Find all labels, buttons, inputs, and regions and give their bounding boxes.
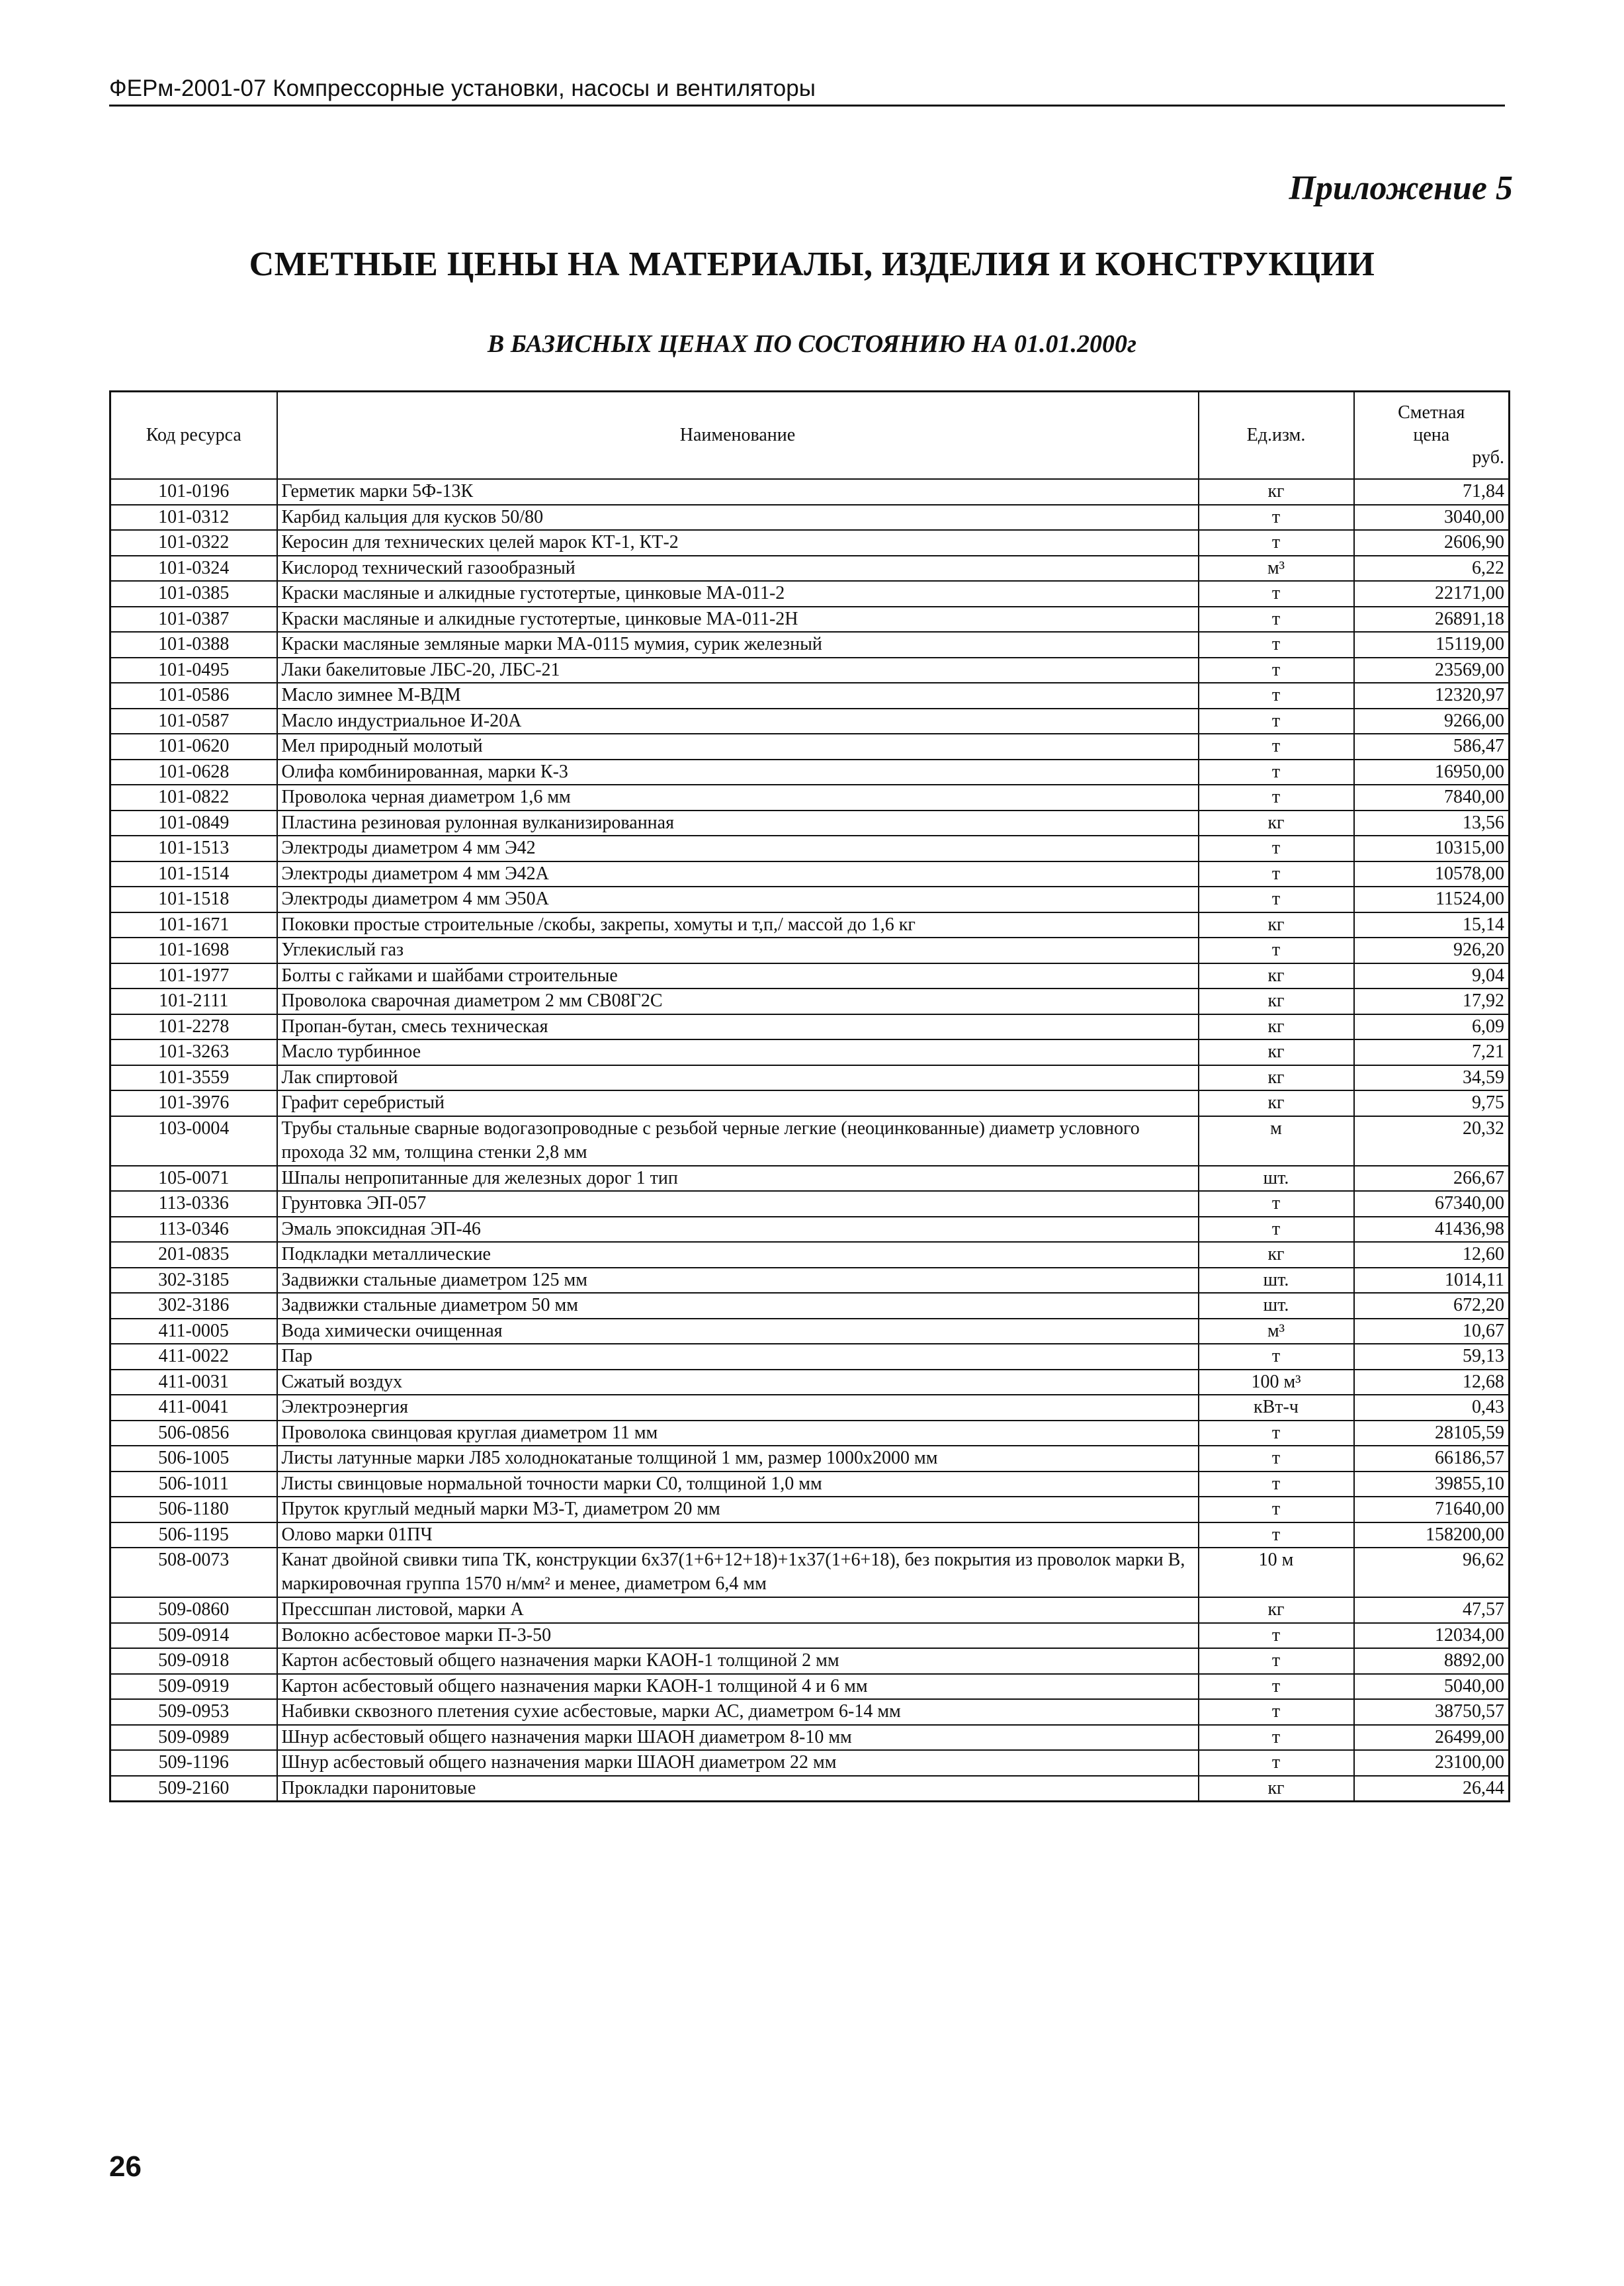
cell-name: Краски масляные и алкидные густотертые, цинковые МА-011-2 — [277, 581, 1199, 607]
table-row — [110, 1014, 1510, 1040]
cell-price: 16950,00 — [1354, 760, 1510, 785]
table-row — [110, 1522, 1510, 1548]
column-header-price-line1: Сметная — [1398, 402, 1465, 423]
cell-price: 10578,00 — [1354, 861, 1510, 887]
cell-code: 101-0324 — [110, 556, 277, 582]
cell-code: 101-3559 — [110, 1065, 277, 1091]
table-row — [110, 658, 1510, 683]
cell-name: Герметик марки 5Ф-13К — [277, 479, 1199, 505]
cell-unit: т — [1199, 1497, 1354, 1522]
table-row — [110, 1548, 1510, 1597]
cell-price: 672,20 — [1354, 1293, 1510, 1319]
table-row — [110, 1446, 1510, 1472]
cell-name: Шнур асбестовый общего назначения марки ШАОН диаметром 8-10 мм — [277, 1725, 1199, 1751]
cell-code: 101-0822 — [110, 785, 277, 811]
cell-code: 506-1195 — [110, 1522, 277, 1548]
cell-unit: кг — [1199, 479, 1354, 505]
cell-code: 101-0586 — [110, 683, 277, 709]
table-row — [110, 505, 1510, 531]
cell-name: Картон асбестовый общего назначения марки КАОН-1 толщиной 4 и 6 мм — [277, 1674, 1199, 1700]
cell-code: 101-1698 — [110, 938, 277, 963]
cell-unit: 10 м — [1199, 1548, 1354, 1597]
table-row — [110, 1090, 1510, 1116]
cell-code: 411-0031 — [110, 1370, 277, 1395]
cell-name: Вода химически очищенная — [277, 1319, 1199, 1344]
cell-code: 506-1180 — [110, 1497, 277, 1522]
cell-name: Картон асбестовый общего назначения марки КАОН-1 толщиной 2 мм — [277, 1648, 1199, 1674]
price-table — [109, 390, 1510, 1802]
cell-name: Канат двойной свивки типа ТК, конструкции 6х37(1+6+12+18)+1х37(1+6+18), без покрытия из проволок марки В, маркировочная группа 1570 н/мм² и менее, диаметром 6,4 мм — [277, 1548, 1199, 1597]
cell-code: 508-0073 — [110, 1548, 277, 1597]
cell-name: Набивки сквозного плетения сухие асбестовые, марки АС, диаметром 6-14 мм — [277, 1699, 1199, 1725]
cell-price: 67340,00 — [1354, 1191, 1510, 1217]
cell-price: 7,21 — [1354, 1039, 1510, 1065]
table-row — [110, 1623, 1510, 1649]
cell-name: Олифа комбинированная, марки К-3 — [277, 760, 1199, 785]
table-row — [110, 1217, 1510, 1243]
table-row — [110, 1750, 1510, 1776]
cell-name: Пар — [277, 1344, 1199, 1370]
cell-code: 105-0071 — [110, 1166, 277, 1192]
cell-name: Эмаль эпоксидная ЭП-46 — [277, 1217, 1199, 1243]
cell-code: 509-0914 — [110, 1623, 277, 1649]
cell-unit: т — [1199, 734, 1354, 760]
cell-price: 9,75 — [1354, 1090, 1510, 1116]
cell-price: 17,92 — [1354, 989, 1510, 1014]
cell-name: Волокно асбестовое марки П-3-50 — [277, 1623, 1199, 1649]
cell-unit: т — [1199, 709, 1354, 734]
cell-name: Краски масляные земляные марки МА-0115 мумия, сурик железный — [277, 632, 1199, 658]
cell-price: 15,14 — [1354, 912, 1510, 938]
cell-code: 509-2160 — [110, 1776, 277, 1802]
table-row — [110, 1242, 1510, 1268]
table-row — [110, 1370, 1510, 1395]
cell-unit: т — [1199, 938, 1354, 963]
cell-code: 302-3185 — [110, 1268, 277, 1294]
cell-name: Лаки бакелитовые ЛБС-20, ЛБС-21 — [277, 658, 1199, 683]
table-row — [110, 861, 1510, 887]
table-row — [110, 963, 1510, 989]
cell-name: Задвижки стальные диаметром 50 мм — [277, 1293, 1199, 1319]
table-row — [110, 1472, 1510, 1497]
cell-code: 101-0587 — [110, 709, 277, 734]
cell-unit: кг — [1199, 1065, 1354, 1091]
running-header: ФЕРм-2001-07 Компрессорные установки, насосы и вентиляторы — [109, 74, 1505, 107]
cell-price: 41436,98 — [1354, 1217, 1510, 1243]
cell-unit: м³ — [1199, 1319, 1354, 1344]
table-row — [110, 785, 1510, 811]
table-row — [110, 912, 1510, 938]
table-row — [110, 1268, 1510, 1294]
cell-price: 8892,00 — [1354, 1648, 1510, 1674]
cell-code: 101-0385 — [110, 581, 277, 607]
cell-unit: кг — [1199, 1090, 1354, 1116]
cell-name: Керосин для технических целей марок КТ-1, КТ-2 — [277, 530, 1199, 556]
cell-code: 101-0849 — [110, 811, 277, 836]
table-row — [110, 938, 1510, 963]
cell-code: 101-2111 — [110, 989, 277, 1014]
cell-name: Листы свинцовые нормальной точности марки С0, толщиной 1,0 мм — [277, 1472, 1199, 1497]
cell-unit: т — [1199, 1191, 1354, 1217]
cell-price: 12034,00 — [1354, 1623, 1510, 1649]
cell-name: Карбид кальция для кусков 50/80 — [277, 505, 1199, 531]
cell-unit: кг — [1199, 989, 1354, 1014]
cell-code: 201-0835 — [110, 1242, 277, 1268]
cell-code: 101-3263 — [110, 1039, 277, 1065]
cell-code: 509-1196 — [110, 1750, 277, 1776]
table-row — [110, 836, 1510, 861]
cell-price: 71640,00 — [1354, 1497, 1510, 1522]
cell-code: 103-0004 — [110, 1116, 277, 1166]
cell-name: Прессшпан листовой, марки А — [277, 1597, 1199, 1623]
table-row — [110, 581, 1510, 607]
cell-price: 23100,00 — [1354, 1750, 1510, 1776]
cell-name: Электроды диаметром 4 мм Э42 — [277, 836, 1199, 861]
cell-name: Шнур асбестовый общего назначения марки ШАОН диаметром 22 мм — [277, 1750, 1199, 1776]
cell-name: Поковки простые строительные /скобы, закрепы, хомуты и т,п,/ массой до 1,6 кг — [277, 912, 1199, 938]
cell-code: 509-0918 — [110, 1648, 277, 1674]
cell-code: 509-0953 — [110, 1699, 277, 1725]
cell-name: Олово марки 01ПЧ — [277, 1522, 1199, 1548]
cell-name: Лак спиртовой — [277, 1065, 1199, 1091]
cell-price: 12,68 — [1354, 1370, 1510, 1395]
cell-unit: т — [1199, 1217, 1354, 1243]
cell-code: 411-0022 — [110, 1344, 277, 1370]
cell-code: 302-3186 — [110, 1293, 277, 1319]
cell-name: Пластина резиновая рулонная вулканизированная — [277, 811, 1199, 836]
column-header-price-line2: цена — [1413, 425, 1450, 445]
cell-unit: т — [1199, 505, 1354, 531]
cell-unit: т — [1199, 836, 1354, 861]
cell-name: Сжатый воздух — [277, 1370, 1199, 1395]
cell-price: 1014,11 — [1354, 1268, 1510, 1294]
cell-name: Шпалы непропитанные для железных дорог 1 тип — [277, 1166, 1199, 1192]
cell-unit: кВт-ч — [1199, 1395, 1354, 1421]
cell-name: Подкладки металлические — [277, 1242, 1199, 1268]
table-row — [110, 1648, 1510, 1674]
column-header-unit: Ед.изм. — [1199, 392, 1354, 480]
column-header-code: Код ресурса — [110, 392, 277, 480]
column-header-name: Наименование — [277, 392, 1199, 480]
cell-unit: т — [1199, 1522, 1354, 1548]
table-row — [110, 1395, 1510, 1421]
cell-unit: т — [1199, 658, 1354, 683]
cell-code: 411-0005 — [110, 1319, 277, 1344]
table-row — [110, 734, 1510, 760]
cell-unit: кг — [1199, 963, 1354, 989]
cell-name: Трубы стальные сварные водогазопроводные с резьбой черные легкие (неоцинкованные) диаметр условного прохода 32 мм, толщина стенки 2,8 мм — [277, 1116, 1199, 1166]
table-row — [110, 1293, 1510, 1319]
table-row — [110, 1166, 1510, 1192]
cell-code: 113-0336 — [110, 1191, 277, 1217]
cell-unit: т — [1199, 887, 1354, 912]
cell-code: 101-1513 — [110, 836, 277, 861]
table-row — [110, 632, 1510, 658]
cell-code: 101-3976 — [110, 1090, 277, 1116]
cell-price: 10,67 — [1354, 1319, 1510, 1344]
cell-price: 20,32 — [1354, 1116, 1510, 1166]
cell-code: 101-0312 — [110, 505, 277, 531]
table-body — [110, 479, 1510, 1802]
cell-price: 96,62 — [1354, 1548, 1510, 1597]
table-row — [110, 887, 1510, 912]
cell-name: Краски масляные и алкидные густотертые, цинковые МА-011-2Н — [277, 607, 1199, 633]
table-row — [110, 989, 1510, 1014]
cell-unit: шт. — [1199, 1166, 1354, 1192]
cell-unit: т — [1199, 1421, 1354, 1446]
cell-unit: кг — [1199, 1776, 1354, 1802]
table-row — [110, 1344, 1510, 1370]
cell-price: 5040,00 — [1354, 1674, 1510, 1700]
cell-name: Пруток круглый медный марки М3-Т, диаметром 20 мм — [277, 1497, 1199, 1522]
cell-price: 2606,90 — [1354, 530, 1510, 556]
column-header-price — [1354, 392, 1510, 480]
cell-name: Кислород технический газообразный — [277, 556, 1199, 582]
cell-price: 586,47 — [1354, 734, 1510, 760]
table-row — [110, 1674, 1510, 1700]
cell-name: Масло индустриальное И-20А — [277, 709, 1199, 734]
table-row — [110, 1039, 1510, 1065]
table-row — [110, 1065, 1510, 1091]
table-row — [110, 1191, 1510, 1217]
cell-name: Проволока сварочная диаметром 2 мм СВ08Г2С — [277, 989, 1199, 1014]
cell-code: 509-0919 — [110, 1674, 277, 1700]
cell-unit: т — [1199, 1623, 1354, 1649]
cell-code: 101-0387 — [110, 607, 277, 633]
cell-price: 158200,00 — [1354, 1522, 1510, 1548]
cell-code: 101-0628 — [110, 760, 277, 785]
cell-price: 34,59 — [1354, 1065, 1510, 1091]
cell-price: 26891,18 — [1354, 607, 1510, 633]
table-row — [110, 479, 1510, 505]
cell-code: 101-0196 — [110, 479, 277, 505]
cell-code: 506-0856 — [110, 1421, 277, 1446]
cell-price: 926,20 — [1354, 938, 1510, 963]
cell-code: 101-1977 — [110, 963, 277, 989]
cell-unit: т — [1199, 861, 1354, 887]
cell-code: 101-2278 — [110, 1014, 277, 1040]
cell-code: 506-1005 — [110, 1446, 277, 1472]
cell-code: 101-0388 — [110, 632, 277, 658]
cell-code: 101-0620 — [110, 734, 277, 760]
cell-unit: кг — [1199, 1039, 1354, 1065]
cell-name: Углекислый газ — [277, 938, 1199, 963]
cell-price: 266,67 — [1354, 1166, 1510, 1192]
cell-unit: кг — [1199, 1242, 1354, 1268]
cell-price: 12320,97 — [1354, 683, 1510, 709]
cell-name: Масло турбинное — [277, 1039, 1199, 1065]
cell-unit: м³ — [1199, 556, 1354, 582]
cell-price: 15119,00 — [1354, 632, 1510, 658]
cell-unit: т — [1199, 1699, 1354, 1725]
table-row — [110, 607, 1510, 633]
cell-price: 11524,00 — [1354, 887, 1510, 912]
cell-name: Листы латунные марки Л85 холоднокатаные толщиной 1 мм, размер 1000х2000 мм — [277, 1446, 1199, 1472]
cell-unit: 100 м³ — [1199, 1370, 1354, 1395]
cell-code: 509-0989 — [110, 1725, 277, 1751]
cell-name: Прокладки паронитовые — [277, 1776, 1199, 1802]
table-row — [110, 760, 1510, 785]
table-header-row — [110, 392, 1510, 480]
cell-unit: т — [1199, 1750, 1354, 1776]
cell-price: 47,57 — [1354, 1597, 1510, 1623]
cell-price: 66186,57 — [1354, 1446, 1510, 1472]
cell-price: 9,04 — [1354, 963, 1510, 989]
cell-price: 9266,00 — [1354, 709, 1510, 734]
cell-price: 7840,00 — [1354, 785, 1510, 811]
table-row — [110, 1319, 1510, 1344]
cell-price: 6,09 — [1354, 1014, 1510, 1040]
page-title: СМЕТНЫЕ ЦЕНЫ НА МАТЕРИАЛЫ, ИЗДЕЛИЯ И КОНСТРУКЦИИ — [249, 245, 1375, 283]
cell-price: 26,44 — [1354, 1776, 1510, 1802]
cell-unit: т — [1199, 683, 1354, 709]
cell-name: Графит серебристый — [277, 1090, 1199, 1116]
cell-name: Задвижки стальные диаметром 125 мм — [277, 1268, 1199, 1294]
cell-name: Болты с гайками и шайбами строительные — [277, 963, 1199, 989]
cell-code: 101-1518 — [110, 887, 277, 912]
cell-unit: т — [1199, 1648, 1354, 1674]
table-row — [110, 530, 1510, 556]
cell-name: Электроэнергия — [277, 1395, 1199, 1421]
cell-unit: т — [1199, 607, 1354, 633]
cell-code: 101-0495 — [110, 658, 277, 683]
cell-code: 101-0322 — [110, 530, 277, 556]
cell-name: Электроды диаметром 4 мм Э42А — [277, 861, 1199, 887]
table-row — [110, 709, 1510, 734]
cell-unit: м — [1199, 1116, 1354, 1166]
cell-unit: шт. — [1199, 1268, 1354, 1294]
table-row — [110, 683, 1510, 709]
table-row — [110, 1725, 1510, 1751]
cell-price: 23569,00 — [1354, 658, 1510, 683]
cell-price: 10315,00 — [1354, 836, 1510, 861]
cell-name: Мел природный молотый — [277, 734, 1199, 760]
cell-price: 39855,10 — [1354, 1472, 1510, 1497]
cell-price: 22171,00 — [1354, 581, 1510, 607]
cell-unit: т — [1199, 530, 1354, 556]
table-row — [110, 811, 1510, 836]
column-header-price-line3: руб. — [1472, 447, 1504, 468]
cell-price: 38750,57 — [1354, 1699, 1510, 1725]
cell-unit: т — [1199, 1674, 1354, 1700]
cell-unit: т — [1199, 632, 1354, 658]
cell-code: 101-1671 — [110, 912, 277, 938]
cell-unit: шт. — [1199, 1293, 1354, 1319]
cell-unit: т — [1199, 785, 1354, 811]
table-row — [110, 1497, 1510, 1522]
cell-code: 113-0346 — [110, 1217, 277, 1243]
cell-price: 0,43 — [1354, 1395, 1510, 1421]
cell-unit: кг — [1199, 811, 1354, 836]
cell-unit: кг — [1199, 1597, 1354, 1623]
table-row — [110, 1776, 1510, 1802]
cell-unit: т — [1199, 1472, 1354, 1497]
table-row — [110, 1421, 1510, 1446]
cell-unit: т — [1199, 1725, 1354, 1751]
cell-name: Электроды диаметром 4 мм Э50А — [277, 887, 1199, 912]
page-subtitle: В БАЗИСНЫХ ЦЕНАХ ПО СОСТОЯНИЮ НА 01.01.2000г — [487, 330, 1137, 358]
page-number: 26 — [109, 2150, 142, 2183]
cell-name: Пропан-бутан, смесь техническая — [277, 1014, 1199, 1040]
cell-code: 509-0860 — [110, 1597, 277, 1623]
table-row — [110, 1116, 1510, 1166]
cell-price: 6,22 — [1354, 556, 1510, 582]
cell-unit: т — [1199, 1344, 1354, 1370]
cell-name: Проволока свинцовая круглая диаметром 11 мм — [277, 1421, 1199, 1446]
cell-name: Масло зимнее М-ВДМ — [277, 683, 1199, 709]
appendix-label: Приложение 5 — [1289, 169, 1513, 207]
cell-unit: т — [1199, 760, 1354, 785]
cell-code: 411-0041 — [110, 1395, 277, 1421]
cell-unit: кг — [1199, 1014, 1354, 1040]
cell-price: 71,84 — [1354, 479, 1510, 505]
table-row — [110, 556, 1510, 582]
cell-unit: т — [1199, 581, 1354, 607]
cell-price: 3040,00 — [1354, 505, 1510, 531]
cell-code: 101-1514 — [110, 861, 277, 887]
cell-price: 26499,00 — [1354, 1725, 1510, 1751]
cell-price: 59,13 — [1354, 1344, 1510, 1370]
table-row — [110, 1597, 1510, 1623]
cell-name: Проволока черная диаметром 1,6 мм — [277, 785, 1199, 811]
cell-unit: кг — [1199, 912, 1354, 938]
table-row — [110, 1699, 1510, 1725]
cell-price: 12,60 — [1354, 1242, 1510, 1268]
cell-name: Грунтовка ЭП-057 — [277, 1191, 1199, 1217]
cell-price: 13,56 — [1354, 811, 1510, 836]
cell-price: 28105,59 — [1354, 1421, 1510, 1446]
cell-unit: т — [1199, 1446, 1354, 1472]
cell-code: 506-1011 — [110, 1472, 277, 1497]
